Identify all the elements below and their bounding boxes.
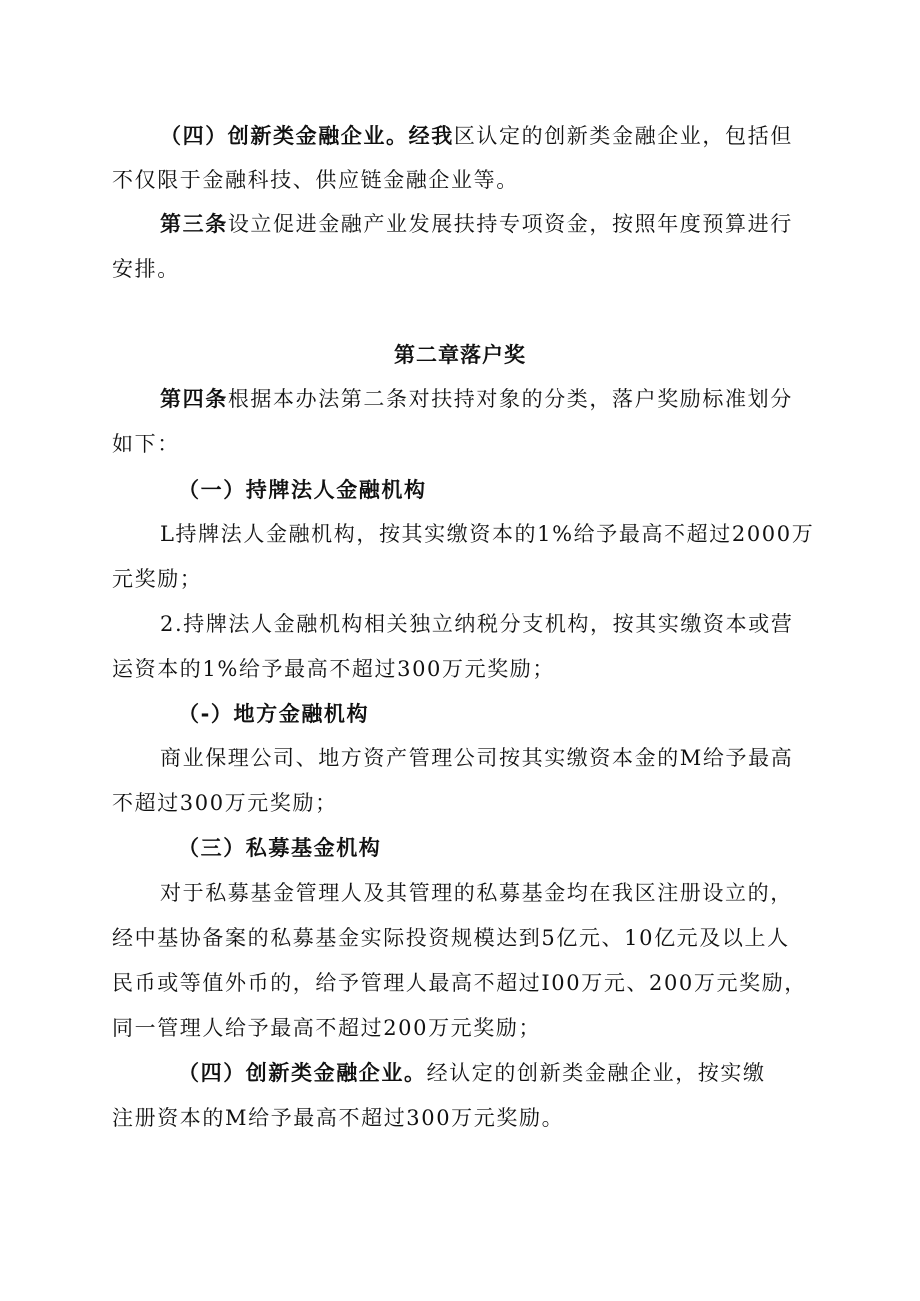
item-branch-line-2: 运资本的1%给予最高不超过300万元奖励；	[112, 657, 555, 681]
paragraph-text: 设立促进金融产业发展扶持专项资金，按照年度预算进行	[227, 212, 793, 236]
article-four-line-2: 如下：	[112, 432, 180, 456]
paragraph-innovative-finance-line-1	[160, 121, 793, 151]
article-three-line-1	[160, 209, 793, 239]
item-innovative-enterprise-line-1	[178, 1058, 766, 1088]
paragraph-text: 经认定的创新类金融企业，按实缴	[426, 1061, 766, 1085]
item-private-fund-line-3: 民币或等值外币的，给予管理人最高不超过I00万元、200万元奖励，	[112, 971, 807, 995]
article-four-line-1	[160, 384, 793, 414]
item-licensed-institution-line-2: 元奖励；	[112, 567, 203, 591]
subheading-local-institutions: （-）地方金融机构	[178, 702, 370, 726]
article-number: 第三条	[160, 212, 228, 236]
item-private-fund-line-4: 同一管理人给予最高不超过200万元奖励；	[112, 1016, 542, 1040]
item-private-fund-line-2: 经中基协备案的私募基金实际投资规模达到5亿元、10亿元及以上人	[112, 926, 790, 950]
item-innovative-enterprise-line-2: 注册资本的M给予最高不超过300万元奖励。	[112, 1106, 565, 1130]
item-local-institution-line-1: 商业保理公司、地方资产管理公司按其实缴资本金的M给予最高	[160, 746, 794, 770]
article-three-line-2: 安排。	[112, 257, 180, 281]
item-local-institution-line-2: 不超过300万元奖励；	[112, 791, 338, 815]
bold-lead: （四）创新类金融企业。经我	[160, 124, 454, 148]
paragraph-text: 区认定的创新类金融企业，包括但	[453, 124, 793, 148]
subheading-licensed-institutions: （一）持牌法人金融机构	[178, 478, 427, 502]
item-licensed-institution-line-1: L持牌法人金融机构，按其实缴资本的1%给予最高不超过2000万	[160, 522, 815, 546]
item-branch-line-1: 2.持牌法人金融机构相关独立纳税分支机构，按其实缴资本或营	[160, 612, 794, 636]
chapter-title: 第二章落户奖	[394, 343, 526, 367]
paragraph-innovative-finance-line-2: 不仅限于金融科技、供应链金融企业等。	[112, 168, 519, 192]
bold-lead: （四）创新类金融企业。	[178, 1061, 427, 1085]
article-number: 第四条	[160, 387, 228, 411]
paragraph-text: 根据本办法第二条对扶持对象的分类，落户奖励标准划分	[227, 387, 793, 411]
subheading-private-funds: （三）私募基金机构	[178, 836, 382, 860]
item-private-fund-line-1: 对于私募基金管理人及其管理的私募基金均在我区注册设立的，	[160, 881, 793, 905]
